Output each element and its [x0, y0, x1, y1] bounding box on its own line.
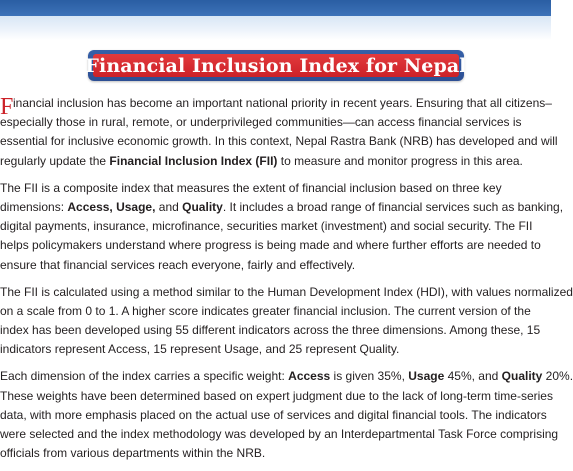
text-line: [0, 387, 551, 406]
text-run: and: [155, 199, 183, 214]
top-decorative-band: [0, 0, 551, 16]
text-run: officials from various departments within the NRB.: [0, 446, 266, 461]
paragraph-2: [0, 179, 564, 275]
text-run: . It includes a broad range of financial services such as banking,: [222, 199, 564, 214]
text-line: [0, 444, 551, 463]
text-run: to measure and monitor progress in this area.: [277, 153, 523, 168]
text-line: [0, 113, 551, 132]
text-line: [0, 425, 559, 444]
bold-text: Access: [288, 369, 331, 384]
text-run: 20%.: [542, 369, 573, 384]
text-run: essential for inclusive economic growth. In this context, Nepal Rastra Bank (NRB) has developed and will: [0, 134, 558, 149]
text-line: [0, 406, 551, 425]
text-line: [0, 236, 551, 255]
text-run: The FII is a composite index that measures the extent of financial inclusion based on three key: [0, 180, 502, 195]
text-line: [0, 132, 558, 151]
text-run: The FII is calculated using a method similar to the Human Development Index (HDI), with values normalized: [0, 284, 573, 299]
text-line: [0, 179, 551, 198]
title-banner: [85, 50, 467, 81]
text-line: [0, 283, 573, 302]
text-line: [0, 94, 551, 113]
bold-text: Quality: [501, 369, 543, 384]
text-run: indicators represent Access, 15 represent Usage, and 25 represent Quality.: [0, 342, 400, 357]
bold-text: Financial Inclusion Index (FII): [109, 153, 278, 168]
text-line: [0, 367, 573, 386]
text-line: [0, 198, 564, 217]
text-line: [0, 302, 551, 321]
text-run: on a scale from 0 to 1. A higher score indicates greater financial inclusion. The current version of the: [0, 303, 531, 318]
paragraph-4: [0, 367, 573, 463]
text-run: digital payments, insurance, microfinance, securities market (investment) and social security. The FII: [0, 219, 533, 234]
article-body: [0, 94, 573, 471]
text-run: data, with more emphasis placed on the actual use of services and digital financial tools. The indicators: [0, 407, 547, 422]
title-banner-inner: [85, 54, 467, 77]
text-run: inancial inclusion has become an important national priority in recent years. Ensuring that all citizens–: [13, 96, 552, 110]
top-band-gradient: [0, 16, 551, 40]
text-run: were selected and the index methodology was developed by an Interdepartmental Task Force comprising: [0, 427, 559, 441]
paragraph-3: [0, 283, 573, 360]
text-line: [0, 217, 551, 236]
text-run: index has been developed using 55 different indicators across the three dimensions. Among these, 15: [0, 323, 541, 338]
text-run: is given 35%,: [330, 369, 409, 384]
text-line: [0, 256, 551, 275]
text-run: dimensions:: [0, 199, 68, 214]
text-run: ensure that financial services reach everyone, fairly and effectively.: [0, 257, 356, 272]
text-run: Each dimension of the index carries a specific weight:: [0, 369, 289, 384]
bold-text: Access, Usage,: [67, 199, 156, 214]
page-title: Financial Inclusion Index for Nepal: [85, 54, 467, 77]
text-run: 45%, and: [444, 369, 502, 384]
text-line: [0, 340, 551, 359]
bold-text: Usage: [408, 369, 445, 384]
text-line: [0, 321, 551, 340]
text-run: regularly update the: [0, 153, 110, 168]
text-line: [0, 152, 551, 171]
paragraph-1: [0, 94, 558, 171]
bold-text: Quality: [182, 199, 223, 214]
text-run: These weights have been determined based on expert judgment due to the lack of long-term time-series: [0, 388, 553, 403]
text-run: helps policymakers understand where progress is being made and where further efforts are needed to: [0, 238, 541, 253]
text-run: especially those in rural, remote, or underprivileged communities—can access financial services is: [0, 115, 522, 130]
dropcap-letter: F: [0, 94, 14, 120]
